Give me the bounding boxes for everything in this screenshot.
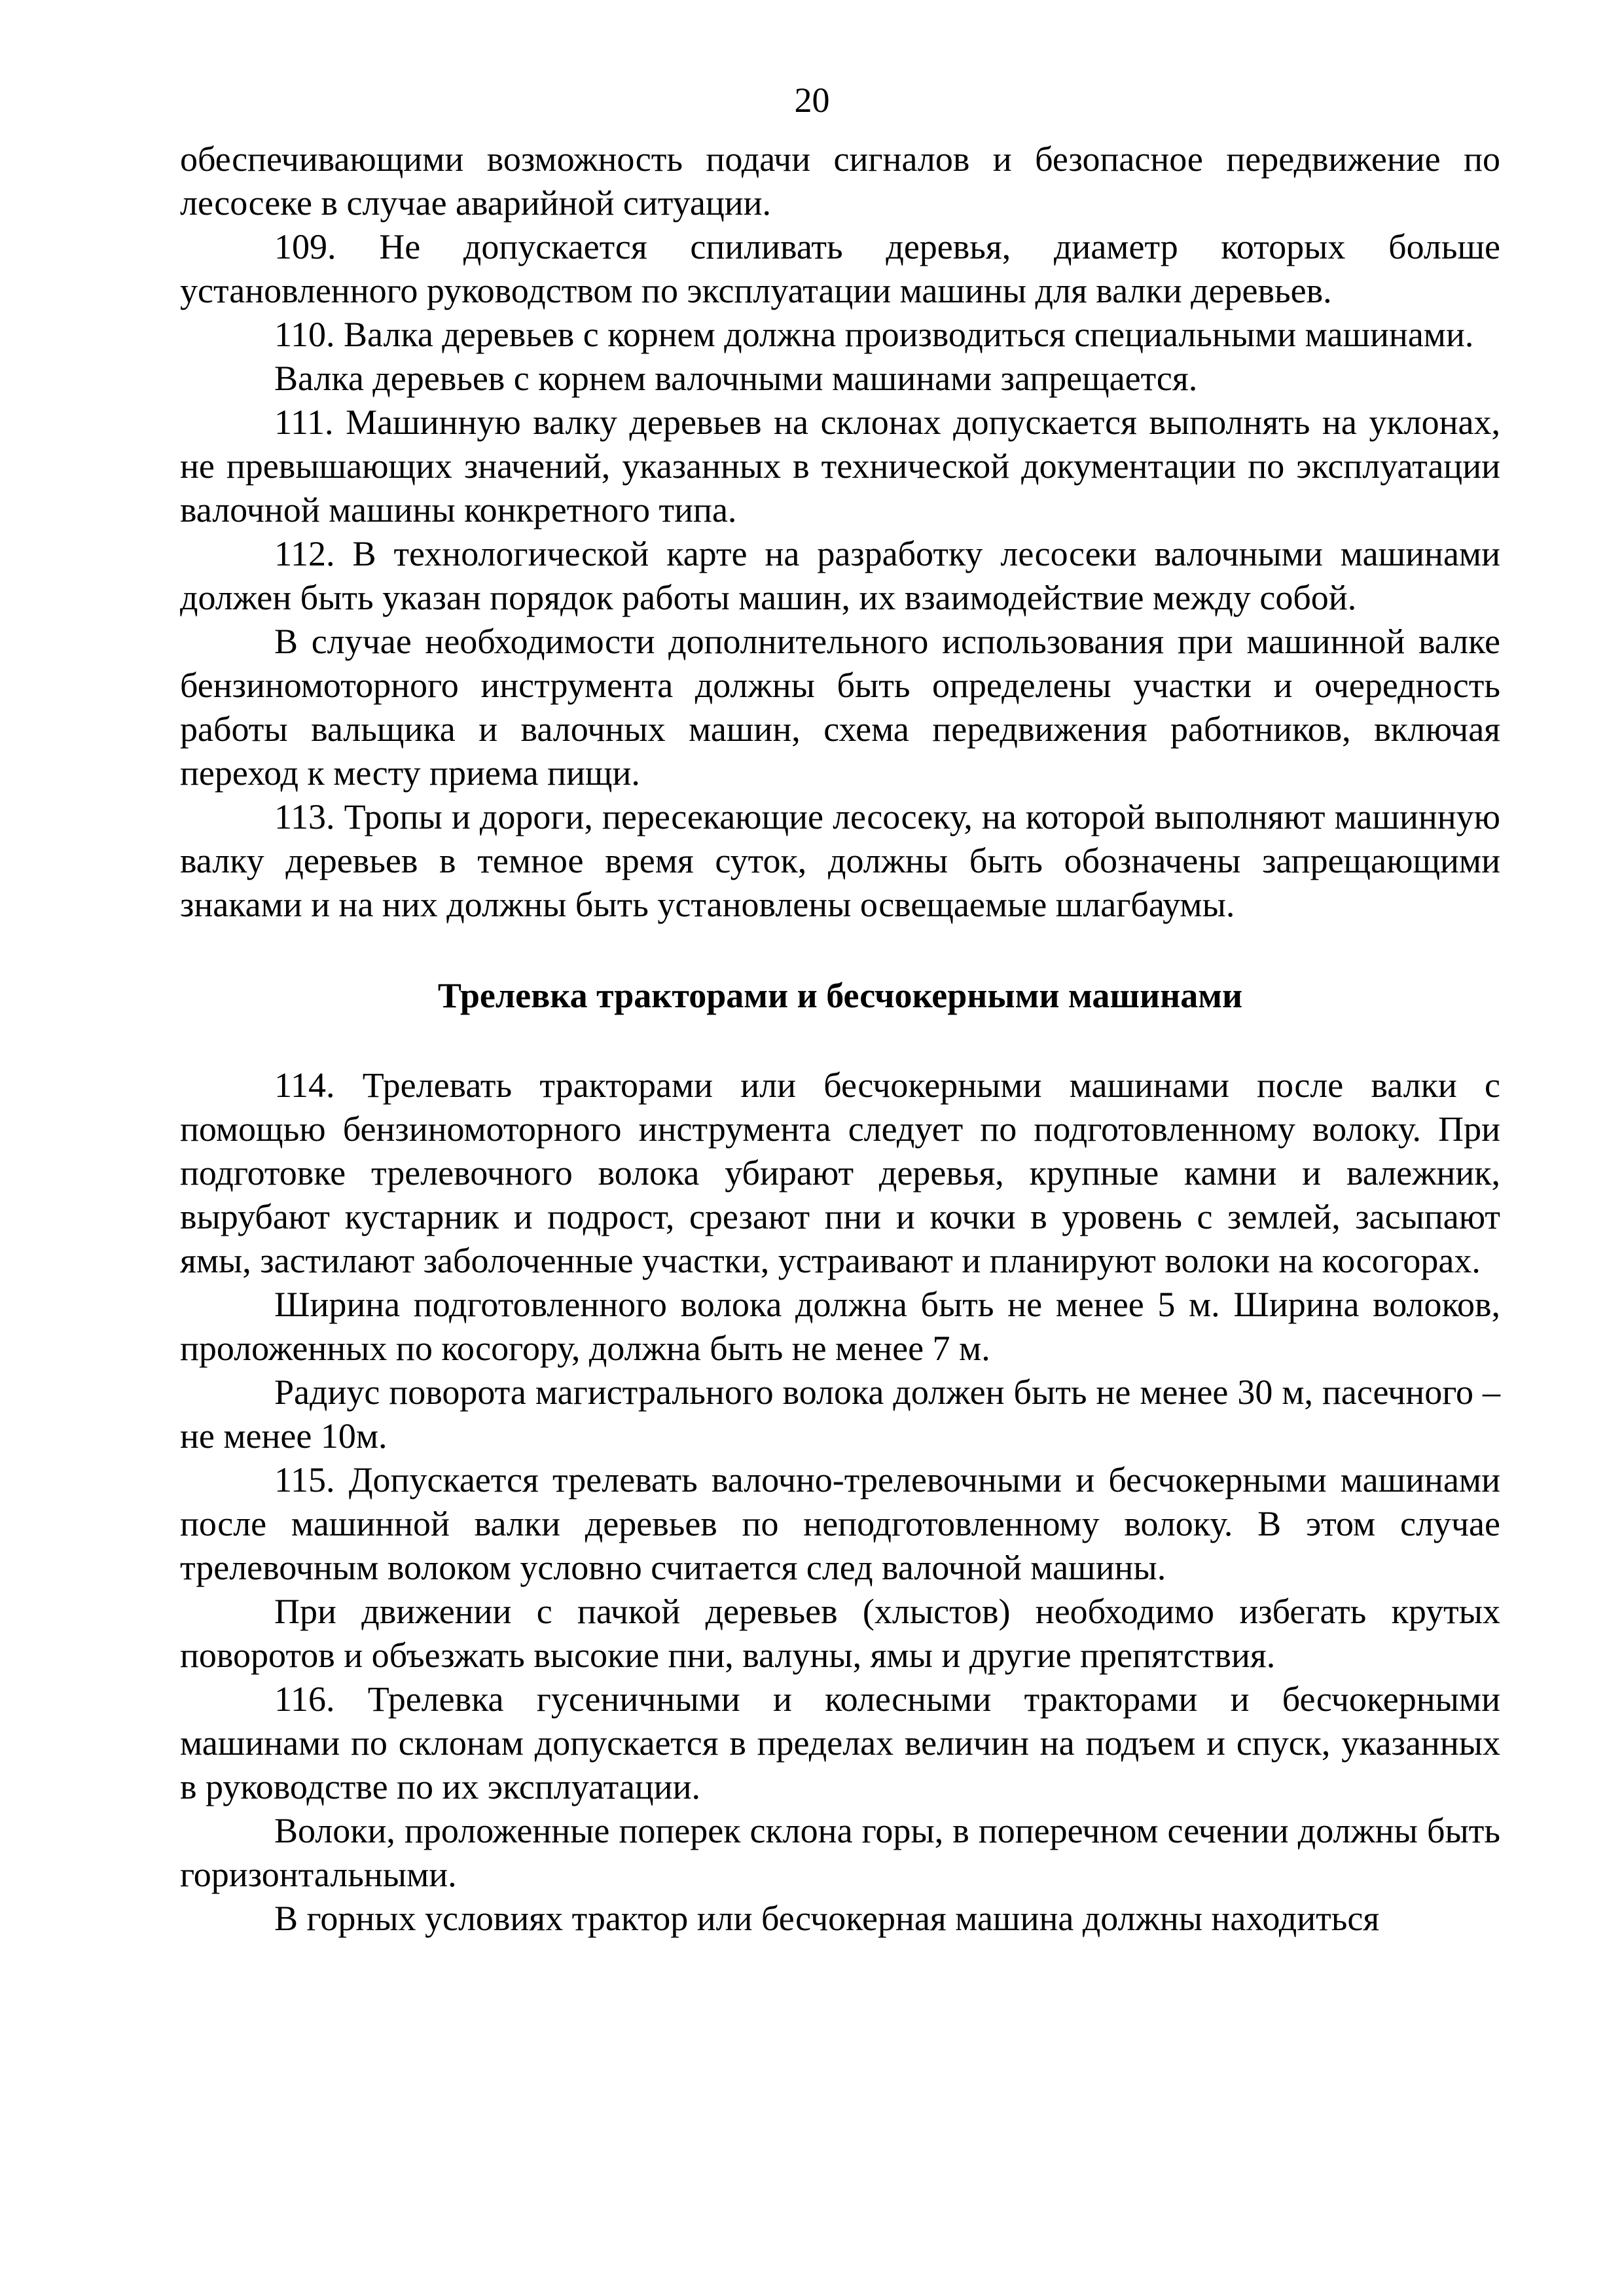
paragraph: Ширина подготовленного волока должна быть не менее 5 м. Ширина волоков, проложенных по косогору, должна быть не менее 7 м. [180, 1285, 1500, 1368]
paragraph: Валка деревьев с корнем валочными машинами запрещается. [274, 359, 1198, 398]
paragraph: 110. Валка деревьев с корнем должна производиться специальными машинами. [274, 315, 1474, 354]
paragraph: В горных условиях трактор или бесчокерная машина должны находиться [274, 1899, 1380, 1938]
paragraph: 113. Тропы и дороги, пересекающие лесосеку, на которой выполняют машинную валку деревьев в темное время суток, должны быть обозначены запрещающими знаками и на них должны быть установлены освещаемые шлагбаумы. [180, 797, 1500, 924]
paragraph: 112. В технологической карте на разработку лесосеки валочными машинами должен быть указан порядок работы машин, их взаимодействие между собой. [180, 534, 1500, 617]
document-body [180, 137, 1500, 1941]
paragraph: 115. Допускается трелевать валочно-трелевочными и бесчокерными машинами после машинной валки деревьев по неподготовленному волоку. В этом случае трелевочным волоком условно считается след валочной машины. [180, 1460, 1500, 1587]
paragraph: При движении с пачкой деревьев (хлыстов) необходимо избегать крутых поворотов и объезжать высокие пни, валуны, ямы и другие препятствия. [180, 1592, 1500, 1675]
section-heading: Трелевка тракторами и бесчокерными машинами [437, 976, 1243, 1015]
paragraph: 109. Не допускается спиливать деревья, диаметр которых больше установленного руководством по эксплуатации машины для валки деревьев. [180, 227, 1500, 310]
paragraph: обеспечивающими возможность подачи сигналов и безопасное передвижение по лесосеке в случае аварийной ситуации. [180, 139, 1500, 223]
paragraph: 116. Трелевка гусеничными и колесными тракторами и бесчокерными машинами по склонам допускается в пределах величин на подъем и спуск, указанных в руководстве по их эксплуатации. [180, 1679, 1500, 1806]
paragraph: 114. Трелевать тракторами или бесчокерными машинами после валки с помощью бензиномоторного инструмента следует по подготовленному волоку. При подготовке трелевочного волока убирают деревья, крупные камни и валежник, вырубают кустарник и подрост, срезают пни и кочки в уровень с землей, засыпают ямы, застилают заболоченные участки, устраивают и планируют волоки на косогорах. [180, 1066, 1500, 1280]
paragraph: 111. Машинную валку деревьев на склонах допускается выполнять на уклонах, не превышающих значений, указанных в технической документации по эксплуатации валочной машины конкретного типа. [180, 403, 1500, 529]
page-number: 20 [794, 81, 830, 120]
paragraph: В случае необходимости дополнительного использования при машинной валке бензиномоторного инструмента должны быть определены участки и очередность работы вальщика и валочных машин, схема передвижения работников, включая переход к месту приема пищи. [180, 622, 1500, 793]
paragraph: Радиус поворота магистрального волока должен быть не менее 30 м, пасечного – не менее 10м. [180, 1372, 1500, 1456]
paragraph: Волоки, проложенные поперек склона горы, в поперечном сечении должны быть горизонтальными. [180, 1811, 1500, 1894]
